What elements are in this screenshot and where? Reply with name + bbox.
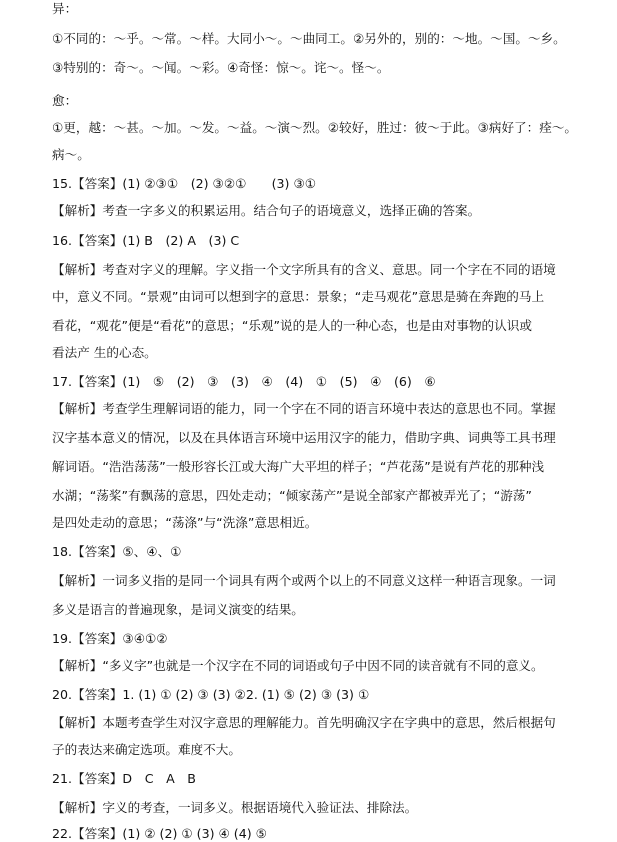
text-line: 15.【答案】(1) ②③① (2) ③②① (3) ③① bbox=[52, 176, 317, 191]
text-line: 病～。 bbox=[52, 147, 90, 162]
text-line: 【解析】“多义字”也就是一个汉字在不同的词语或句子中因不同的读音就有不同的意义。 bbox=[52, 658, 544, 673]
text-line: 【解析】一词多义指的是同一个词具有两个或两个以上的不同意义这样一种语言现象。一词 bbox=[52, 573, 556, 588]
text-line: ①不同的：～乎。～常。～样。大同小～。～曲同工。②另外的，别的：～地。～国。～乡。 bbox=[52, 31, 566, 46]
text-line: 【解析】考查一字多义的积累运用。结合句子的语境意义，选择正确的答案。 bbox=[52, 203, 481, 218]
text-line: ①更，越：～甚。～加。～发。～益。～演～烈。②较好，胜过：彼～于此。③病好了：痊～。 bbox=[52, 120, 578, 135]
text-line: 汉字基本意义的情况，以及在具体语言环境中运用汉字的能力，借助字典、词典等工具书理 bbox=[52, 430, 556, 445]
text-line: ③特别的：奇～。～闻。～彩。④奇怪：惊～。诧～。怪～。 bbox=[52, 60, 390, 75]
text-line: 子的表达来确定选项。难度不大。 bbox=[52, 742, 241, 757]
text-line: 【解析】考查对字义的理解。字义指一个文字所具有的含义、意思。同一个字在不同的语境 bbox=[52, 262, 556, 277]
text-line: 水湖；“荡桨”有飘荡的意思，四处走动；“倾家荡产”是说全部家产都被弄光了；“游荡” bbox=[52, 488, 532, 503]
text-line: 20.【答案】1. (1) ① (2) ③ (3) ②2. (1) ⑤ (2) ③ (3) ① bbox=[52, 687, 370, 702]
text-line: 17.【答案】(1) ⑤ (2) ③ (3) ④ (4) ① (5) ④ (6) ⑥ bbox=[52, 374, 436, 389]
text-line: 多义是语言的普遍现象，是词义演变的结果。 bbox=[52, 602, 304, 617]
text-line: 是四处走动的意思；“荡涤”与“洗涤”意思相近。 bbox=[52, 515, 318, 530]
text-line: 中，意义不同。“景观”由词可以想到字的意思：景象；“走马观花”意思是骑在奔跑的马上 bbox=[52, 289, 545, 304]
text-line: 19.【答案】③④①② bbox=[52, 631, 168, 646]
text-line: 异： bbox=[52, 1, 78, 16]
text-line: 【解析】考查学生理解词语的能力，同一个字在不同的语言环境中表达的意思也不同。掌握 bbox=[52, 401, 556, 416]
text-line: 看法产 生的心态。 bbox=[52, 345, 157, 360]
text-line: 16.【答案】(1) B (2) A (3) C bbox=[52, 233, 240, 248]
text-line: 解词语。“浩浩荡荡”一般形容长江或大海广大平坦的样子；“芦花荡”是说有芦花的那种浅 bbox=[52, 459, 545, 474]
text-line: 18.【答案】⑤、④、① bbox=[52, 544, 182, 559]
text-line: 愈： bbox=[52, 93, 78, 108]
text-line: 【解析】本题考查学生对汉字意思的理解能力。首先明确汉字在字典中的意思，然后根据句 bbox=[52, 715, 556, 730]
text-line: 22.【答案】(1) ② (2) ① (3) ④ (4) ⑤ bbox=[52, 826, 267, 841]
text-line: 21.【答案】D C A B bbox=[52, 771, 196, 786]
text-line: 看花，“观花”便是“看花”的意思；“乐观”说的是人的一种心态，也是由对事物的认识或 bbox=[52, 318, 532, 333]
text-line: 【解析】字义的考查，一词多义。根据语境代入验证法、排除法。 bbox=[52, 800, 418, 815]
